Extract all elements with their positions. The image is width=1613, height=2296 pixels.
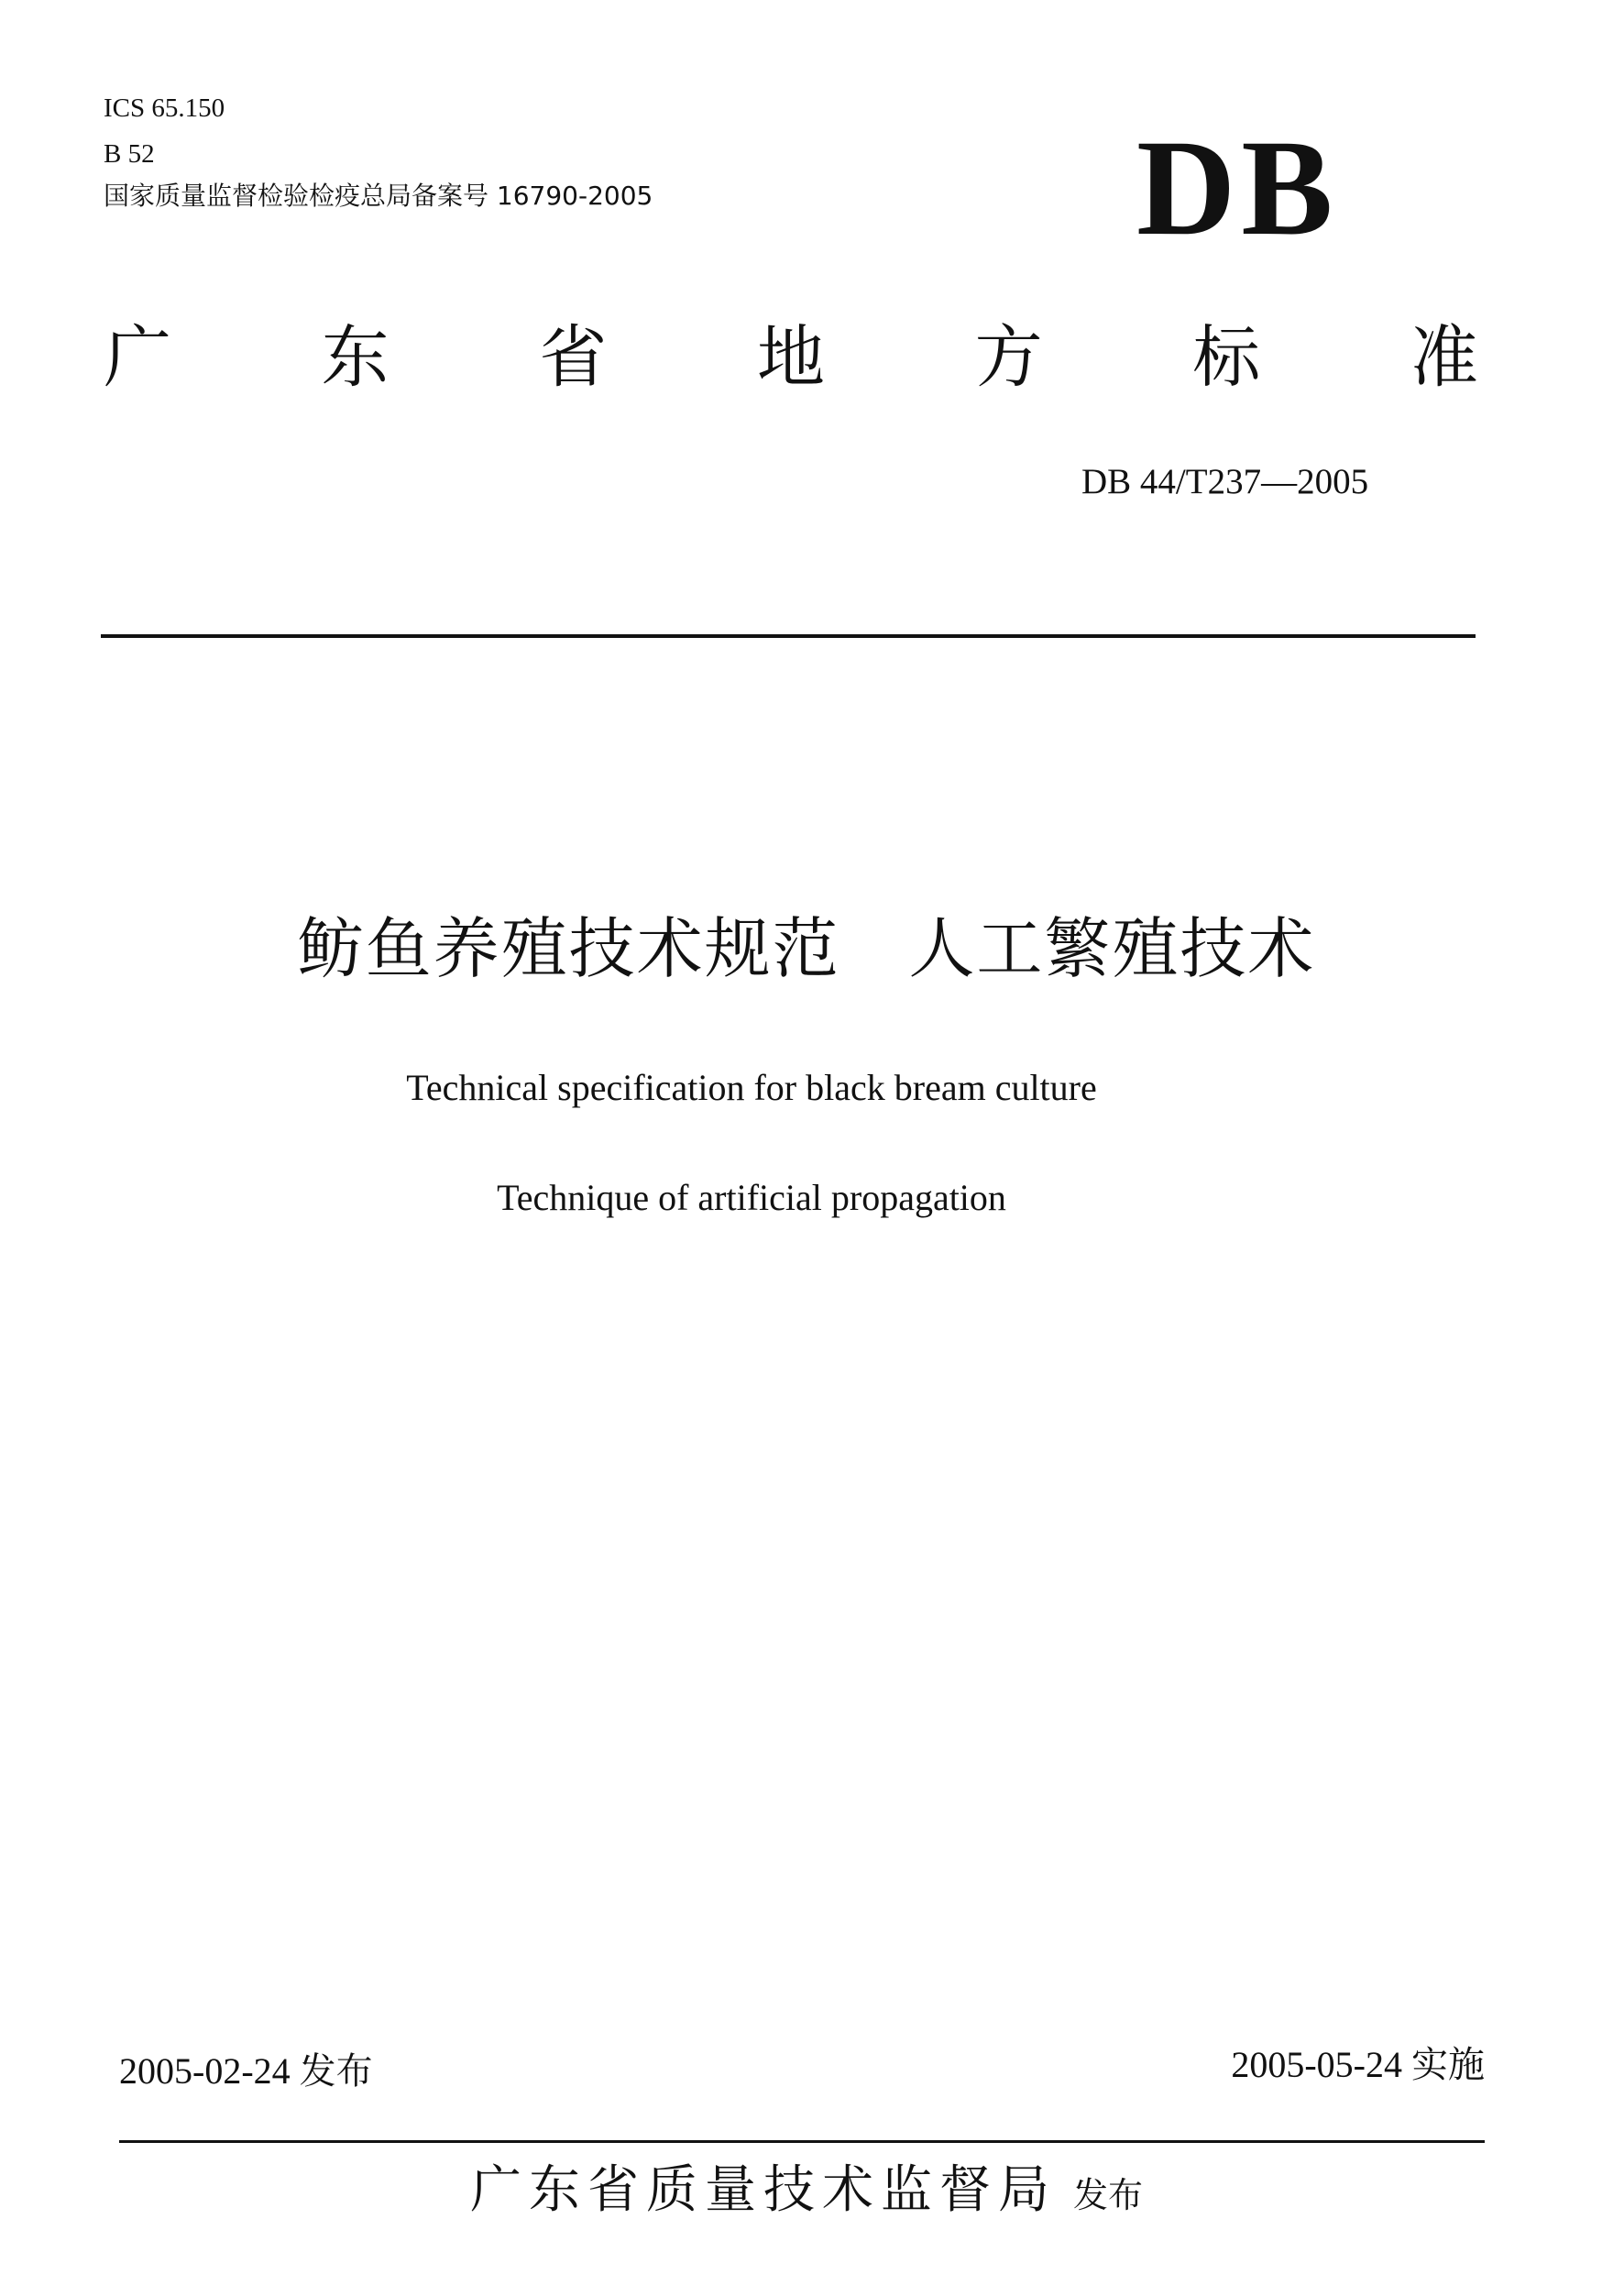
standard-number: DB 44/T237—2005 — [1081, 462, 1369, 501]
standard-type-heading — [104, 316, 1478, 399]
standard-type-char: 广 — [104, 318, 171, 397]
db-logo-mark: DB — [1136, 112, 1339, 264]
title-chinese: 鲂鱼养殖技术规范 人工繁殖技术 — [297, 910, 1316, 987]
publisher-name: 广东省质量技术监督局 — [469, 2160, 1057, 2220]
title-english-line2: Technique of artificial propagation — [497, 1177, 1006, 1218]
clc-code: B 52 — [104, 139, 155, 169]
publisher-suffix: 发布 — [1072, 2175, 1143, 2215]
standard-type-char: 省 — [539, 318, 608, 397]
ics-code: ICS 65.150 — [104, 93, 225, 123]
standard-type-char: 地 — [756, 318, 825, 397]
implementation-date: 2005-05-24 实施 — [1231, 2044, 1485, 2085]
standard-type-char: 方 — [974, 318, 1043, 397]
publisher-line — [0, 2156, 1613, 2230]
standard-type-char: 东 — [321, 318, 390, 397]
filing-number: 国家质量监督检验检疫总局备案号 16790-2005 — [104, 181, 653, 211]
issue-date: 2005-02-24 发布 — [119, 2050, 373, 2092]
standard-type-char: 准 — [1410, 318, 1478, 397]
title-english-line1: Technical specification for black bream culture — [406, 1067, 1097, 1108]
standard-type-char: 标 — [1192, 318, 1261, 397]
bottom-divider — [119, 2140, 1485, 2143]
top-divider — [101, 634, 1476, 638]
